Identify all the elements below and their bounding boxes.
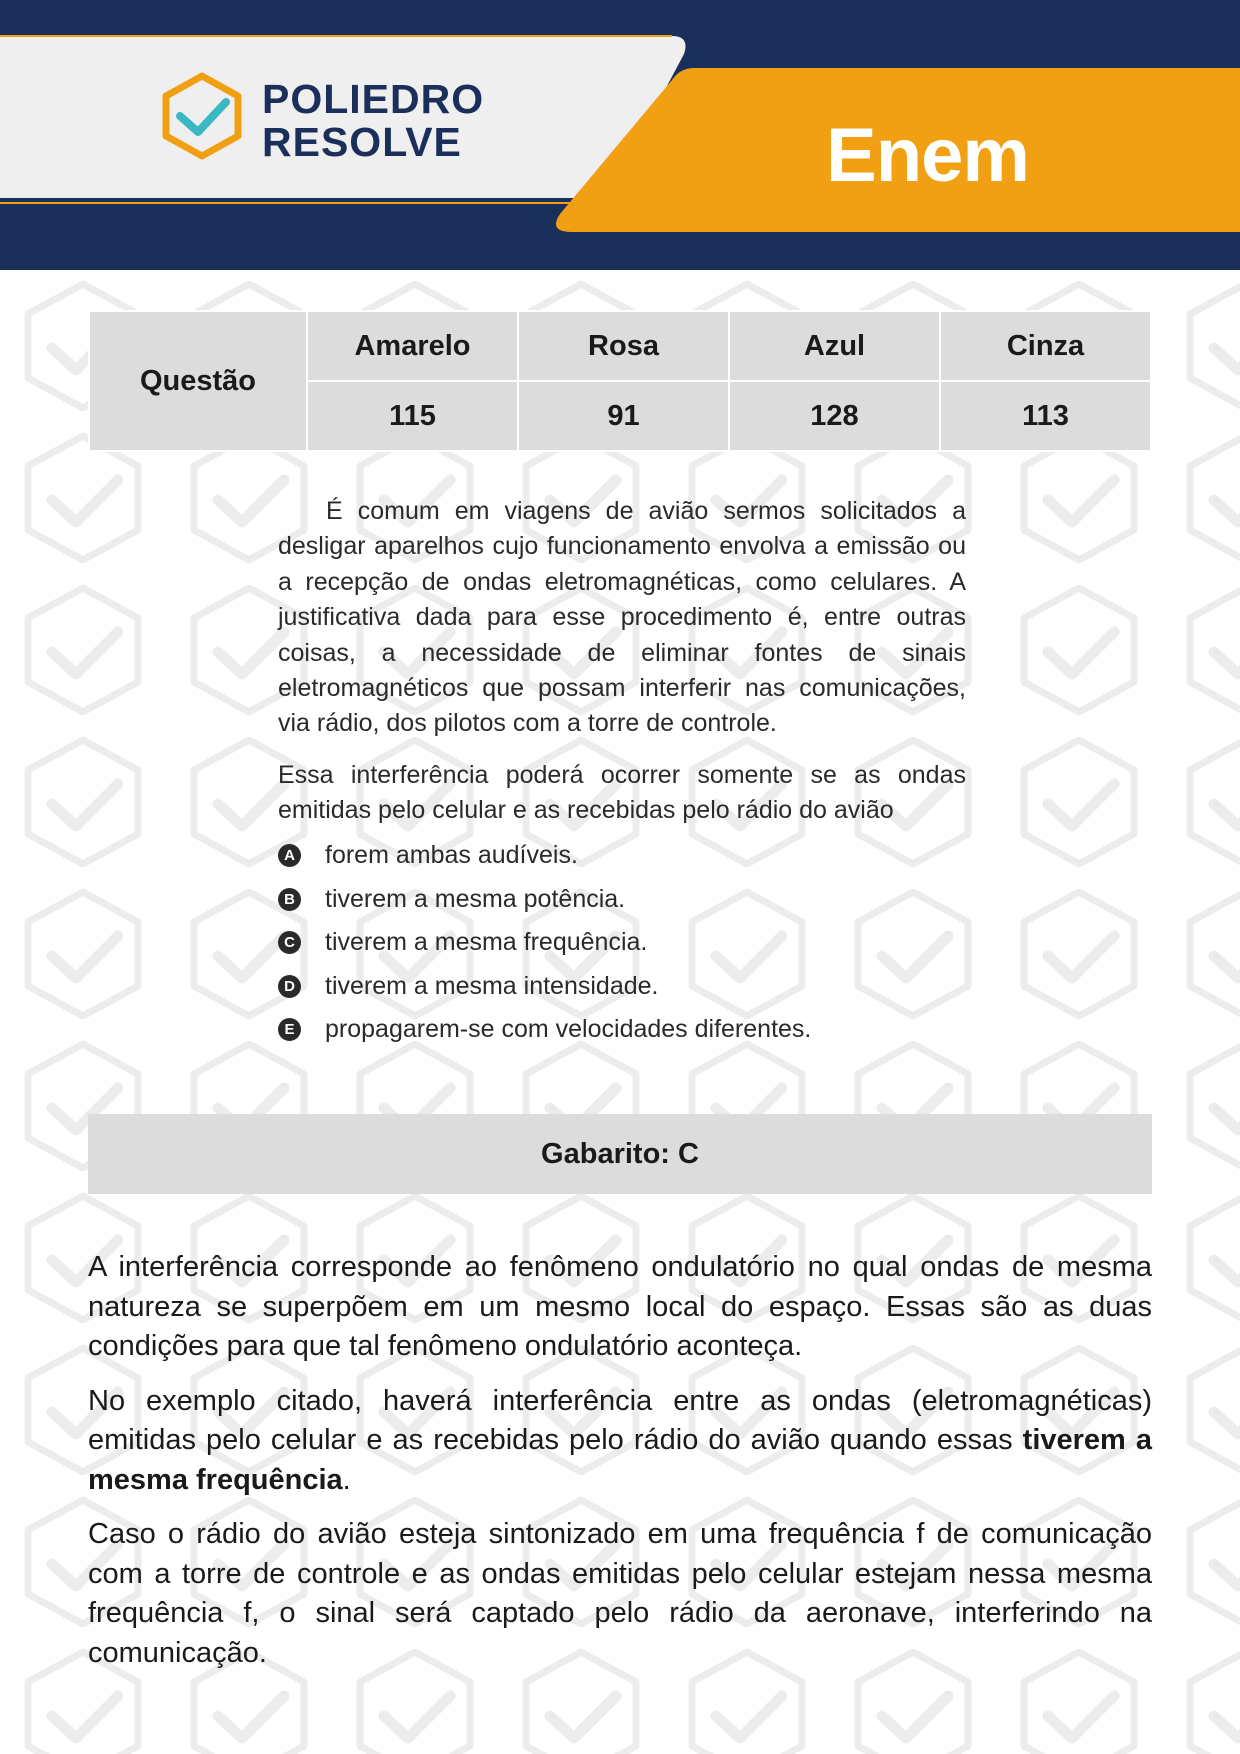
option-letter-badge: C (278, 931, 301, 954)
exam-title: Enem (826, 113, 1029, 198)
answer-options (278, 834, 811, 1052)
option-text: forem ambas audíveis. (325, 841, 578, 870)
explanation-highlight: tiverem a mesma frequência (88, 1424, 1152, 1496)
version-blue: Azul (729, 311, 940, 381)
explanation-text: . (342, 1463, 351, 1496)
version-gray: Cinza (940, 311, 1151, 381)
option-a (278, 834, 811, 878)
question-number-blue: 128 (729, 381, 940, 451)
version-yellow: Amarelo (307, 311, 518, 381)
option-e (278, 1008, 811, 1052)
question-number-gray: 113 (940, 381, 1151, 451)
option-text: tiverem a mesma intensidade. (325, 971, 659, 1000)
explanation-paragraph-1: A interferência corresponde ao fenômeno ondulatório no qual ondas de mesma natureza se superpõem em um mesmo local do espaço. Essas são as duas condições para que tal fenômeno ondulatório aconteça. (88, 1251, 1152, 1362)
option-letter-badge: B (278, 888, 301, 911)
explanation-paragraph-2 (88, 1382, 1152, 1501)
question-statement (278, 494, 966, 742)
option-text: propagarem-se com velocidades diferentes. (325, 1015, 812, 1044)
explanation (88, 1248, 1152, 1688)
brand-name-line2: RESOLVE (262, 119, 462, 165)
question-number-yellow: 115 (307, 381, 518, 451)
question-prompt: Essa interferência poderá ocorrer somente se as ondas emitidas pelo celular e as recebidas pelo rádio do avião (278, 761, 966, 825)
version-pink: Rosa (518, 311, 729, 381)
option-c (278, 921, 811, 965)
explanation-text: No exemplo citado, haverá interferência entre as ondas (eletromagnéticas) emitidas pelo celular e as recebidas pelo rádio do avião quando essas (88, 1384, 1152, 1456)
brand-name-line1: POLIEDRO (262, 76, 485, 122)
header-banner (0, 0, 1240, 270)
option-text: tiverem a mesma potência. (325, 884, 626, 913)
explanation-paragraph-3: Caso o rádio do avião esteja sintonizado em uma frequência f de comunicação com a torre de controle e as ondas emitidas pelo celular estejam nessa mesma frequência f, o sinal será captado pelo rádio da aeronave, interferindo na comunicação. (88, 1518, 1152, 1669)
question-number-pink: 91 (518, 381, 729, 451)
option-d (278, 965, 811, 1009)
statement-text: É comum em viagens de avião sermos solicitados a desligar aparelhos cujo funcionamento envolva a emissão ou a recepção de ondas eletromagnéticas, como celulares. A justificativa dada para esse procedimento é, entre outras coisas, a necessidade de eliminar fontes de sinais eletromagnéticos que possam interferir nas comunicações, via rádio, dos pilotos com a torre de controle. (278, 497, 966, 738)
question-label: Questão (89, 311, 307, 451)
option-letter-badge: E (278, 1018, 301, 1041)
answer-key-text: Gabarito: C (541, 1137, 699, 1170)
option-letter-badge: A (278, 844, 301, 867)
option-letter-badge: D (278, 975, 301, 998)
option-b (278, 878, 811, 922)
answer-key-box (88, 1114, 1152, 1194)
question-number-table (88, 310, 1152, 452)
option-text: tiverem a mesma frequência. (325, 928, 648, 957)
